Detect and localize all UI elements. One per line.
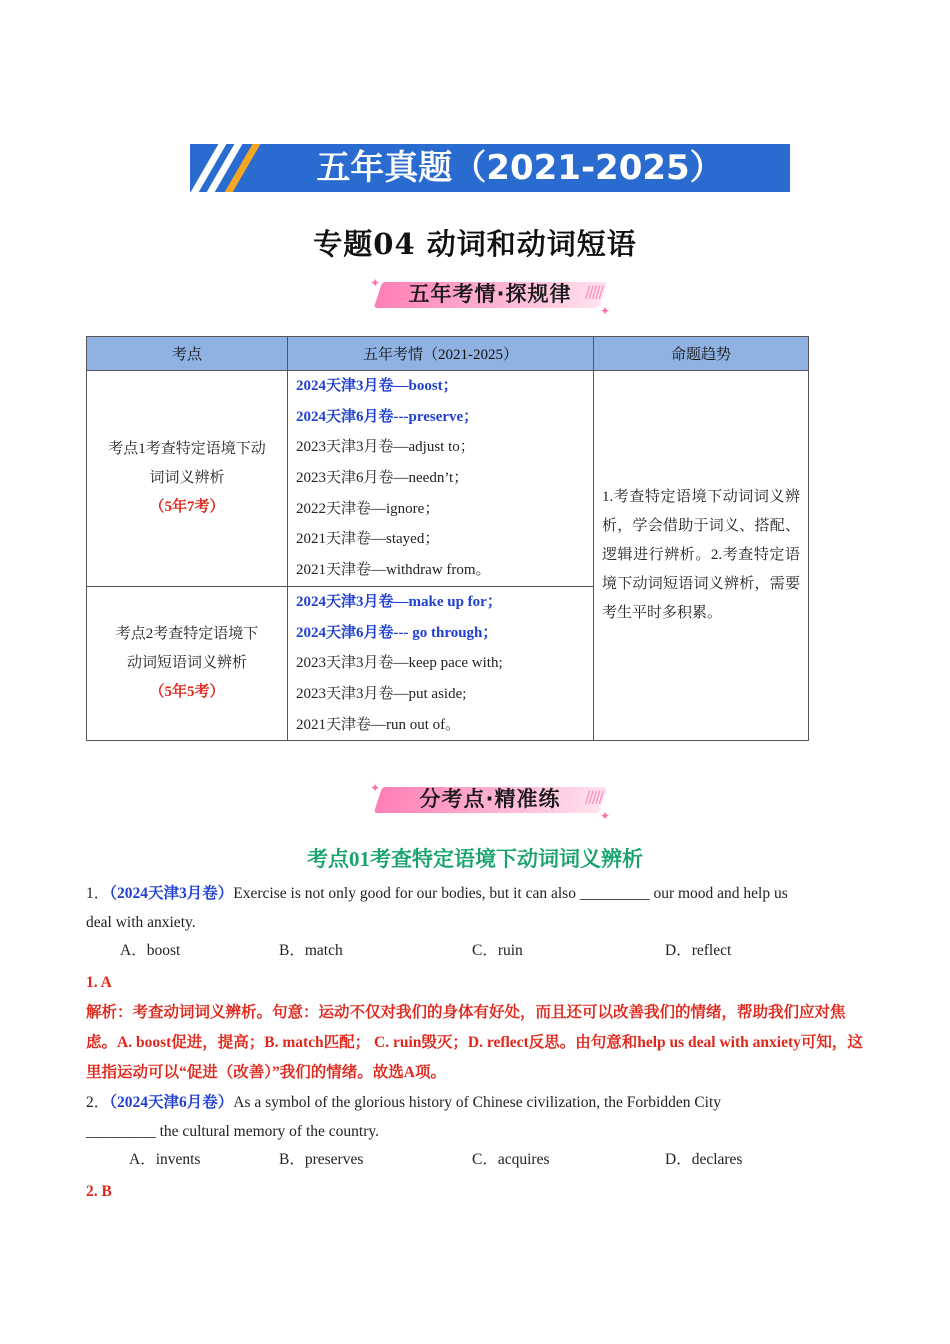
section-heading-decoration [370, 274, 610, 318]
table-header-row [87, 337, 809, 371]
table-row [87, 371, 809, 587]
exam-item: 2021天津卷—stayed； [296, 531, 440, 548]
question-stem [86, 1088, 864, 1118]
option-c[interactable]: C．ruin [472, 942, 523, 959]
question-stem-continued: _________ the cultural memory of the country. [86, 1123, 379, 1140]
option-b[interactable]: B．preserves [279, 1151, 364, 1168]
exam-point-text: 词词义辨析 [149, 469, 225, 486]
option-a[interactable]: A．invents [129, 1151, 201, 1168]
sparkle-icon: ✦ [370, 781, 381, 795]
sparkle-icon: ✦ [599, 809, 610, 823]
section-title: 考点01考查特定语境下动词词义辨析 [307, 847, 643, 871]
slash-lines: ///// [585, 282, 602, 301]
slash-lines: ///// [585, 787, 602, 806]
exam-item: 2021天津卷—run out of。 [296, 716, 461, 733]
exam-list-cell [288, 371, 594, 587]
option-b[interactable]: B．match [279, 942, 343, 959]
option-d[interactable]: D．declares [665, 1151, 743, 1168]
sparkle-icon: ✦ [370, 276, 381, 290]
question-stem-continued: deal with anxiety. [86, 914, 196, 931]
exam-item-highlight: 2024天津6月卷---preserve； [296, 408, 479, 425]
option-d[interactable]: D．reflect [665, 942, 732, 959]
exam-item: 2023天津3月卷—adjust to； [296, 439, 475, 456]
section-heading-label: 分考点·精准练 [419, 787, 561, 811]
exam-item: 2023天津3月卷—put aside; [296, 685, 467, 702]
exam-item: 2023天津3月卷—keep pace with; [296, 655, 503, 672]
question-number: 2． [86, 1094, 110, 1111]
exam-point-cell [87, 371, 288, 587]
exam-count: （5年5考） [149, 684, 225, 701]
exam-item-highlight: 2024天津3月卷—make up for； [296, 593, 502, 610]
banner-title: 五年真题（2021-2025） [316, 148, 724, 188]
exam-list-cell [288, 586, 594, 740]
exam-item: 2021天津卷—withdraw from。 [296, 562, 491, 579]
exam-item-highlight: 2024天津3月卷—boost； [296, 378, 458, 394]
option-c[interactable]: C．acquires [472, 1151, 550, 1168]
exam-summary-table [86, 336, 809, 741]
explanation: 解析：考查动词词义辨析。句意：运动不仅对我们的身体有好处，而且还可以改善我们的情绪，帮助我们应对焦虑。A. boost促进，提高；B. match匹配； C. ruin毁灭；D. reflect反思。由句意和help us deal with anxiety可知，这里指运动可以“促进（改善）”我们的情绪。故选A项。 [86, 1004, 863, 1081]
exam-item: 2022天津卷—ignore； [296, 500, 440, 517]
question-source: （2024天津3月卷） [109, 885, 234, 902]
exam-item: 2023天津6月卷—needn’t； [296, 470, 469, 487]
document-title: 专题04 动词和动词短语 [313, 227, 637, 261]
header-banner [190, 144, 790, 192]
answer: 1. A [86, 974, 112, 991]
exam-count: （5年7考） [149, 498, 225, 515]
exam-point-text: 考点1考查特定语境下动 [108, 440, 266, 457]
question-source: （2024天津6月卷） [109, 1094, 234, 1111]
exam-point-text: 动词短语词义辨析 [126, 655, 247, 672]
question-text: As a symbol of the glorious history of Chinese civilization, the Forbidden City [233, 1094, 722, 1111]
exam-point-text: 考点2考查特定语境下 [115, 626, 259, 643]
section-heading-decoration [370, 779, 610, 823]
question-number: 1． [86, 885, 110, 902]
question-stem [86, 879, 864, 909]
question-text: Exercise is not only good for our bodies, but it can also _________ our mood and help us [233, 885, 788, 902]
answer: 2. B [86, 1183, 112, 1200]
section-heading-label: 五年考情·探规律 [408, 282, 572, 306]
table-header-cell: 五年考情（2021-2025） [288, 337, 594, 371]
trend-cell: 1.考查特定语境下动词词义辨析，学会借助于词义、搭配、逻辑进行辨析。2.考查特定语境下动词短语词义辨析，需要考生平时多积累。 [594, 371, 809, 741]
table-header-cell: 考点 [87, 337, 288, 371]
sparkle-icon: ✦ [599, 304, 610, 318]
table-header-cell: 命题趋势 [594, 337, 809, 371]
option-a[interactable]: A．boost [120, 942, 181, 959]
exam-item-highlight: 2024天津6月卷--- go through； [296, 624, 498, 641]
exam-point-cell [87, 586, 288, 740]
